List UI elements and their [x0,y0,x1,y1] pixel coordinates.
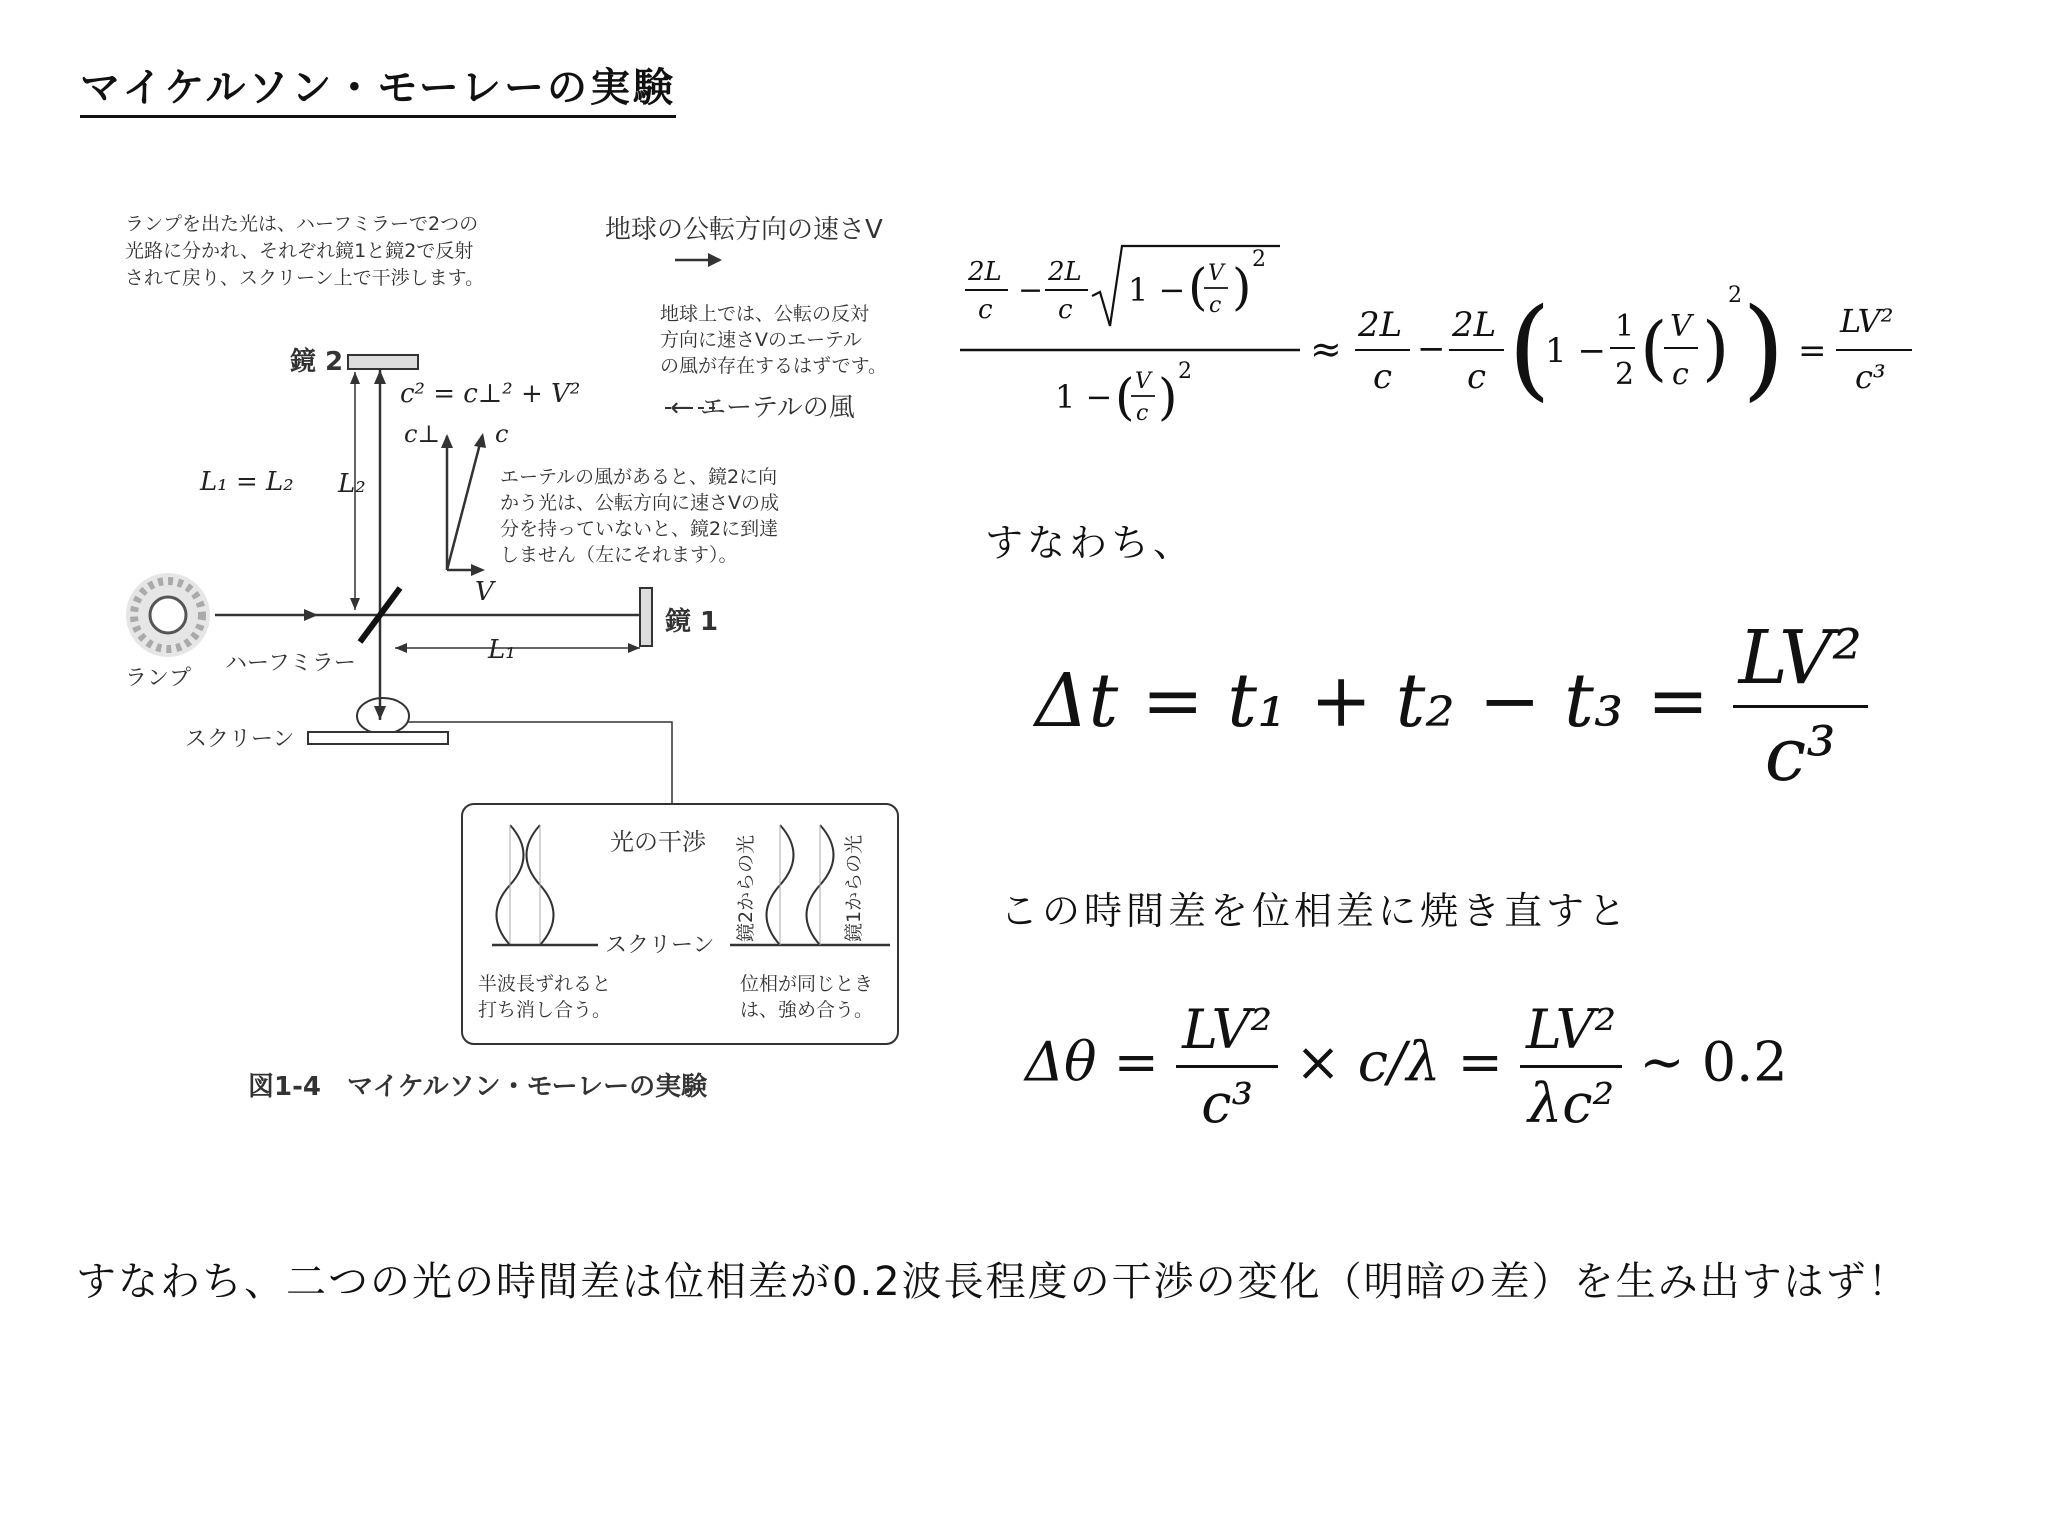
num-2l-b: 2L [1048,257,1082,287]
wind-note-1: エーテルの風があると、鏡2に向 [500,466,778,488]
rhs-2l-b: 2L [1452,305,1497,345]
lamp-label: ランプ [125,666,192,691]
earth-speed-arrowhead [708,253,722,267]
c-label: c [495,420,509,448]
wind-note-2: かう光は、公転方向に速さVの成 [500,492,779,514]
earth-speed-label: 地球の公転方向の速さV [605,215,883,245]
c-perp-label: c⊥ [404,420,441,448]
svg-text:): ) [1702,307,1730,389]
num-2l-a: 2L [968,257,1002,287]
mirror-1-label: 鏡 1 [665,607,719,637]
inset-screen-label: スクリーン [605,933,715,958]
den-c: c [1136,401,1149,426]
note-line-3: されて戻り、スクリーン上で干渉します。 [125,267,485,289]
num-minus: − [1018,273,1044,308]
wind-note-4: しません（左にそれます）。 [500,544,738,566]
l1-label: L₁ [488,635,516,665]
rhs-equals: = [1798,331,1827,371]
text-phase-convert: この時間差を位相差に焼き直すと [1000,889,1631,933]
sqrt-power: 2 [1252,247,1266,272]
delta-theta-rhs: ∼ 0.2 [1639,1030,1788,1094]
num-c-a: c [978,295,993,325]
figure-caption: 図1-4 マイケルソン・モーレーの実験 [248,1072,708,1102]
mirror-1 [640,588,652,646]
svg-text:): ) [1158,368,1178,426]
screen [308,732,448,744]
frac2-den: λc² [1528,1072,1615,1135]
svg-text:(: ( [1640,307,1668,389]
light-from-mirror1: 鏡1からの光 [843,834,865,942]
delta-t-fraction [1733,615,1868,798]
in-phase-note-1: 位相が同じとき [740,973,874,995]
screen-label: スクリーン [185,727,295,752]
approximation-equation [960,238,1920,458]
svg-text:(: ( [1508,284,1551,412]
sqrt-v: V [1208,261,1224,286]
in-phase-note-2: は、強め合う。 [740,999,874,1021]
delta-theta-equation [1025,998,1788,1135]
svg-text:): ) [1742,284,1785,412]
result-num: LV² [1840,302,1894,340]
note-line-1: ランプを出た光は、ハーフミラーで2つの [125,213,479,235]
half-mirror-label: ハーフミラー [225,651,356,676]
half-wave-note-1: 半波長ずれると [478,973,612,995]
frac2-num: LV² [1520,998,1622,1068]
svg-text:(: ( [1188,258,1208,316]
ether-note-1: 地球上では、公転の反対 [660,303,870,325]
rhs-power: 2 [1728,283,1742,308]
rhs-minus: − [1417,329,1446,369]
frac1-num: LV² [1176,998,1278,1068]
delta-theta-fraction-1 [1176,998,1278,1135]
wind-note-3: 分を持っていないと、鏡2に到達 [500,518,779,540]
l2-label: L₂ [338,469,366,499]
lamp [150,597,186,633]
delta-theta-lhs: Δθ = [1025,1030,1159,1094]
svg-text:): ) [1232,258,1252,316]
den-one-minus: 1 − [1055,378,1113,416]
approx-sign: ≈ [1310,327,1342,371]
den-power: 2 [1178,359,1192,384]
rhs-one-minus: 1 − [1545,331,1606,371]
michelson-morley-figure [100,200,970,1120]
rhs-c-b: c [1467,357,1487,397]
sqrt-c: c [1209,293,1222,318]
velocity-formula: c² = c⊥² + V² [400,379,581,409]
delta-t-equation [1035,615,1868,798]
rhs-2l-a: 2L [1358,305,1403,345]
rhs-c: c [1672,357,1689,392]
page-title: マイケルソン・モーレーの実験 [80,56,676,118]
half-den: 2 [1615,357,1635,392]
num-c-b: c [1058,295,1073,325]
rhs-v: V [1670,309,1692,344]
frac1-den: c³ [1201,1072,1254,1135]
svg-text:(: ( [1115,368,1135,426]
ether-note-2: 方向に速さVのエーテル [660,329,863,351]
delta-theta-mid: × c/λ = [1295,1030,1503,1094]
note-line-2: 光路に分かれ、それぞれ鏡1と鏡2で反射 [125,240,474,262]
half-num: 1 [1615,309,1635,344]
result-den: c³ [1855,358,1886,396]
delta-t-lhs: Δt = t₁ + t₂ − t₃ = [1035,657,1710,744]
mirror-2 [348,355,418,369]
sqrt-one-minus: 1 − [1128,271,1186,309]
c-vector [447,436,482,570]
mirror-2-label: 鏡 2 [290,347,344,377]
delta-t-den: c³ [1764,712,1836,798]
screen-spot [357,698,409,734]
l1-eq-l2-label: L₁ = L₂ [200,467,294,497]
light-from-mirror2: 鏡2からの光 [735,834,757,942]
ether-wind-label: ← エーテルの風 [670,393,855,423]
v-label: V [475,577,494,607]
delta-theta-fraction-2 [1520,998,1622,1135]
text-sunawachi: すなわち、 [985,521,1196,565]
inset-title: 光の干渉 [610,828,706,856]
rhs-c-a: c [1373,357,1393,397]
delta-t-num: LV² [1733,615,1868,708]
den-v: V [1135,369,1151,394]
ether-note-3: の風が存在するはずです。 [660,355,888,377]
half-wave-note-2: 打ち消し合う。 [478,999,612,1021]
up-arrowhead [374,370,386,384]
conclusion-text: すなわち、二つの光の時間差は位相差が0.2波長程度の干渉の変化（明暗の差）を生み出すはず！ [76,1259,1910,1305]
